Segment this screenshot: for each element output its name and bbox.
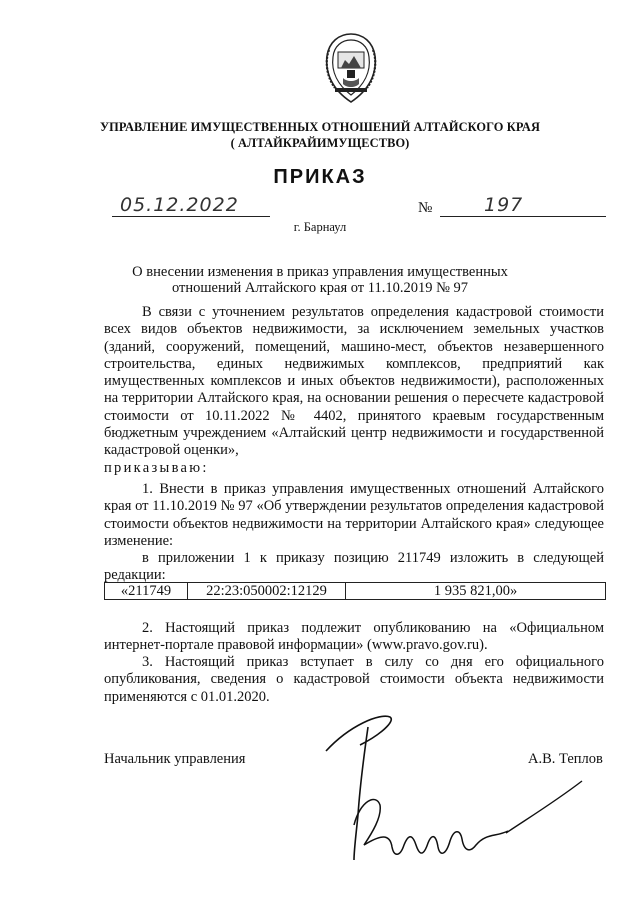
number-underline bbox=[440, 216, 606, 217]
order-date: 05.12.2022 bbox=[120, 194, 239, 216]
organization-short-name: ( АЛТАЙКРАЙИМУЩЕСТВО) bbox=[230, 136, 410, 150]
table-cell-cadastral-value: 1 935 821,00» bbox=[346, 583, 606, 600]
signatory-role: Начальник управления bbox=[104, 751, 246, 767]
number-sign: № bbox=[418, 200, 433, 216]
order-item-3: 3. Настоящий приказ вступает в силу со дня его официального опубликования, сведения о кадастровой стоимости объекта недвижимости применяются с 01.01.2020. bbox=[104, 654, 604, 705]
position-table bbox=[104, 582, 606, 600]
order-item-1: 1. Внести в приказ управления имущественных отношений Алтайского края от 11.10.2019 № 97 «Об утверждении результатов определения кадастровой стоимости объектов недвижимости на территории Алтайского края» следующее изменение: bbox=[104, 481, 604, 549]
table-cell-position: «211749 bbox=[105, 583, 188, 600]
date-underline bbox=[112, 216, 270, 217]
coat-of-arms-emblem bbox=[321, 30, 381, 106]
city-label: г. Барнаул bbox=[293, 220, 347, 234]
organization-name: УПРАВЛЕНИЕ ИМУЩЕСТВЕННЫХ ОТНОШЕНИЙ АЛТАЙСКОГО КРАЯ bbox=[99, 120, 541, 134]
order-word: приказываю: bbox=[104, 460, 209, 476]
subject-line-2: отношений Алтайского края от 11.10.2019 № 97 bbox=[171, 280, 469, 296]
document-type-title: ПРИКАЗ bbox=[273, 166, 367, 188]
order-item-2: 2. Настоящий приказ подлежит опубликованию на «Официальном интернет-портале правовой информации» (www.pravo.gov.ru). bbox=[104, 620, 604, 654]
table-row bbox=[105, 583, 606, 600]
order-number: 197 bbox=[484, 194, 524, 216]
handwritten-signature bbox=[320, 705, 590, 875]
preamble-paragraph: В связи с уточнением результатов определения кадастровой стоимости всех видов объектов недвижимости, за исключением земельных участков (зданий, сооружений, помещений, машино-мест, объектов незавершенного строительства, единых недвижимых комплексов, предприятий как имущественных комплексов и иных объектов недвижимости), расположенных на территории Алтайского края, на основании решения о пересчете кадастровой стоимости от 10.11.2022 № 4402, принятого краевым государственным бюджетным учреждением «Алтайский центр недвижимости и государственной кадастровой оценки», bbox=[104, 304, 604, 459]
signatory-name: А.В. Теплов bbox=[528, 751, 603, 767]
subject-line-1: О внесении изменения в приказ управления имущественных bbox=[132, 264, 508, 280]
table-cell-cadastral-number: 22:23:050002:12129 bbox=[188, 583, 346, 600]
order-item-1-detail: в приложении 1 к приказу позицию 211749 изложить в следующей редакции: bbox=[104, 550, 604, 584]
